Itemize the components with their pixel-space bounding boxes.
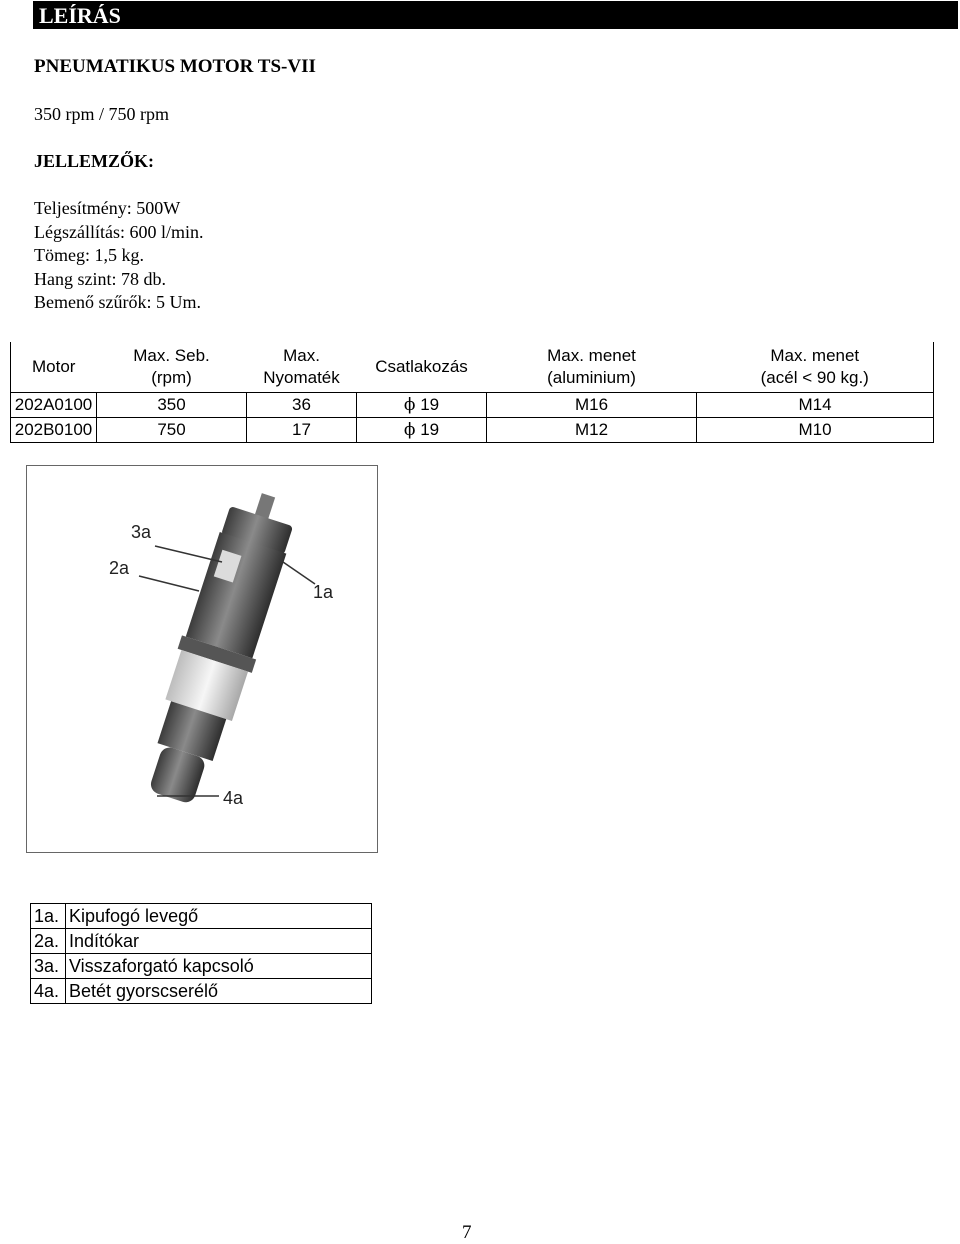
product-speed: 350 rpm / 750 rpm xyxy=(34,104,169,124)
callout-2a: 2a xyxy=(109,558,130,578)
cell-connection: ϕ 19 xyxy=(357,392,487,417)
phi-symbol: ϕ xyxy=(403,419,416,440)
legend-table xyxy=(30,903,372,1004)
legend-code: 2a. xyxy=(31,929,66,954)
pneumatic-motor-drawing xyxy=(133,483,305,810)
callout-3a: 3a xyxy=(131,522,152,542)
cell-thread-aluminium: M12 xyxy=(487,417,697,442)
cell-torque: 17 xyxy=(247,417,357,442)
legend-row xyxy=(31,904,372,929)
legend-code: 1a. xyxy=(31,904,66,929)
page-number: 7 xyxy=(462,1222,472,1243)
cell-motor: 202A0100 xyxy=(11,392,97,417)
legend-label: Kipufogó levegő xyxy=(66,904,372,929)
section-title-banner xyxy=(33,1,958,29)
header-max-speed: Max. Seb. (rpm) xyxy=(97,342,247,392)
legend-code: 4a. xyxy=(31,979,66,1004)
cell-speed: 350 xyxy=(97,392,247,417)
callout-1a: 1a xyxy=(313,582,334,602)
legend-label: Betét gyorscserélő xyxy=(66,979,372,1004)
motor-illustration xyxy=(26,465,378,853)
feature-filter: Bemenő szűrők: 5 Um. xyxy=(34,292,201,312)
cell-connection: ϕ 19 xyxy=(357,417,487,442)
product-title: PNEUMATIKUS MOTOR TS-VII xyxy=(34,56,316,77)
cell-thread-aluminium: M16 xyxy=(487,392,697,417)
phi-symbol: ϕ xyxy=(403,394,416,415)
table-row xyxy=(11,392,934,417)
header-max-torque: Max. Nyomaték xyxy=(247,342,357,392)
features-heading: JELLEMZŐK: xyxy=(34,151,155,171)
table-row xyxy=(11,417,934,442)
cell-torque: 36 xyxy=(247,392,357,417)
header-max-thread-steel: Max. menet (acél < 90 kg.) xyxy=(697,342,934,392)
legend-row xyxy=(31,929,372,954)
cell-thread-steel: M14 xyxy=(697,392,934,417)
cell-thread-steel: M10 xyxy=(697,417,934,442)
spec-table-header xyxy=(11,342,934,392)
features-list xyxy=(34,197,203,315)
spec-table xyxy=(10,342,934,443)
legend-label: Visszaforgató kapcsoló xyxy=(66,954,372,979)
feature-airflow: Légszállítás: 600 l/min. xyxy=(34,221,204,242)
motor-housing xyxy=(186,532,287,658)
section-title: LEÍRÁS xyxy=(39,3,121,28)
cell-speed: 750 xyxy=(97,417,247,442)
feature-power: Teljesítmény: 500W xyxy=(34,198,181,218)
header-max-thread-aluminium: Max. menet (aluminium) xyxy=(487,342,697,392)
legend-code: 3a. xyxy=(31,954,66,979)
header-motor: Motor xyxy=(11,342,97,392)
legend-label: Indítókar xyxy=(66,929,372,954)
legend-row xyxy=(31,979,372,1004)
feature-weight: Tömeg: 1,5 kg. xyxy=(34,245,144,265)
feature-noise: Hang szint: 78 db. xyxy=(34,268,166,289)
header-connection: Csatlakozás xyxy=(357,342,487,392)
legend-row xyxy=(31,954,372,979)
callout-4a: 4a xyxy=(223,788,244,808)
cell-motor: 202B0100 xyxy=(11,417,97,442)
